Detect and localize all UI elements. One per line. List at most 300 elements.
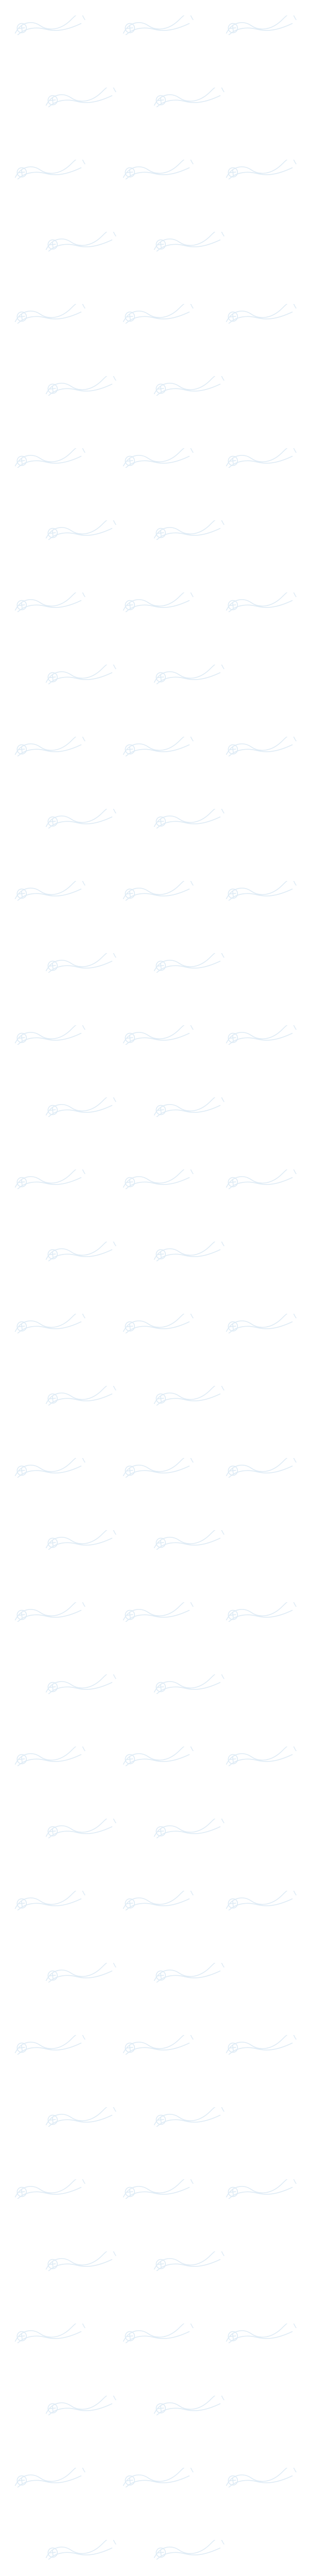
body-text-line <box>4 2265 305 2270</box>
body-text-line <box>4 1615 305 1619</box>
body-text-line <box>4 1858 305 1863</box>
body-text-line <box>4 862 305 867</box>
body-text-line <box>4 428 305 433</box>
body-text-line <box>4 986 305 991</box>
body-text-line <box>4 1668 305 1672</box>
body-text-line <box>4 2040 305 2044</box>
body-text-line <box>4 641 305 646</box>
body-text-line <box>4 78 305 83</box>
body-text-line <box>4 2367 305 2372</box>
body-text-line <box>4 1814 305 1819</box>
body-text-line <box>4 61 305 65</box>
body-text-line <box>4 1061 305 1066</box>
body-text-line <box>4 2420 305 2425</box>
body-text-line <box>4 2150 305 2155</box>
body-text-line <box>4 136 305 141</box>
body-text-line <box>4 242 305 247</box>
body-text-line <box>4 530 305 535</box>
body-text-line <box>4 1221 305 1225</box>
body-text-line <box>4 778 305 783</box>
body-text-line <box>4 1198 305 1203</box>
body-text-line <box>4 1920 305 1925</box>
body-text-line <box>4 503 305 508</box>
body-text-line <box>4 884 305 889</box>
body-text-line <box>4 2372 305 2377</box>
body-text-line <box>4 393 305 397</box>
body-text-line <box>4 411 305 415</box>
body-text-line <box>4 189 305 194</box>
body-text-line <box>4 880 305 885</box>
body-text-line <box>4 2275 305 2279</box>
body-text-line <box>4 1154 305 1159</box>
body-text-line <box>4 508 305 513</box>
section-heading <box>4 388 305 393</box>
body-text-line <box>4 1894 305 1899</box>
section-heading <box>4 251 305 256</box>
body-text-line <box>4 751 305 756</box>
body-text-line <box>4 1229 305 1234</box>
body-text-line <box>4 1309 305 1314</box>
body-text-line <box>4 2509 305 2514</box>
body-text-line <box>4 1903 305 1907</box>
body-text-line <box>4 1429 305 1433</box>
body-text-line <box>4 2239 305 2244</box>
body-text-line <box>4 1190 305 1194</box>
body-text-line <box>4 1044 305 1048</box>
body-text-line <box>4 1646 305 1650</box>
body-text-line <box>4 56 305 61</box>
body-text-line <box>4 597 305 601</box>
body-text-line <box>4 2492 305 2496</box>
body-text-line <box>4 335 305 340</box>
body-text-line <box>4 2066 305 2071</box>
body-text-line <box>4 1185 305 1190</box>
body-text-line <box>4 2004 305 2009</box>
body-text-line <box>4 1083 305 1088</box>
body-text-line <box>4 2314 305 2319</box>
body-text-line <box>4 295 305 300</box>
body-text-line <box>4 2089 305 2093</box>
body-text-line <box>4 1114 305 1119</box>
body-text-line <box>4 1611 305 1615</box>
body-text-line <box>4 140 305 145</box>
body-text-line <box>4 623 305 628</box>
section-heading <box>4 105 305 110</box>
body-text-line <box>4 849 305 853</box>
body-text-line <box>4 2301 305 2306</box>
body-text-line <box>4 729 305 734</box>
body-text-line <box>4 1880 305 1885</box>
body-text-line <box>4 1579 305 1584</box>
body-text-line <box>4 202 305 207</box>
section-heading <box>4 1504 305 1509</box>
body-text-line <box>4 300 305 304</box>
body-text-line <box>4 1676 305 1681</box>
section-heading <box>4 2527 305 2531</box>
body-text-line <box>4 366 305 371</box>
body-text-line <box>4 2270 305 2275</box>
body-text-line <box>4 1889 305 1894</box>
body-text-line <box>4 1451 305 1455</box>
body-text-line <box>4 127 305 132</box>
body-text-line <box>4 2403 305 2408</box>
body-text-line <box>4 667 305 672</box>
body-text-line <box>4 871 305 875</box>
body-text-line <box>4 490 305 495</box>
body-text-line <box>4 2478 305 2483</box>
body-text-line <box>4 1163 305 1168</box>
body-text-line <box>4 2500 305 2505</box>
body-text-line <box>4 601 305 605</box>
body-text-line <box>4 1181 305 1185</box>
body-text-line <box>4 1876 305 1880</box>
body-text-line <box>4 955 305 960</box>
body-text-line <box>4 446 305 450</box>
body-text-line <box>4 1358 305 1363</box>
body-text-line <box>4 260 305 264</box>
body-text-line <box>4 1208 305 1212</box>
body-text-line <box>4 2363 305 2367</box>
body-text-line <box>4 902 305 907</box>
body-text-line <box>4 419 305 424</box>
body-text-line <box>4 1159 305 1163</box>
body-text-line <box>4 977 305 982</box>
body-text-line <box>4 1389 305 1394</box>
body-text-line <box>4 1588 305 1593</box>
body-text-line <box>4 826 305 831</box>
body-text-line <box>4 229 305 233</box>
body-text-line <box>4 2204 305 2208</box>
body-text-line <box>4 574 305 579</box>
body-text-line <box>4 1097 305 1101</box>
section-heading <box>4 1619 305 1624</box>
body-text-line <box>4 1495 305 1500</box>
body-text-line <box>4 256 305 260</box>
body-text-line <box>4 247 305 251</box>
section-heading <box>4 2279 305 2283</box>
body-text-line <box>4 1641 305 1646</box>
body-text-line <box>4 809 305 814</box>
body-text-line <box>4 1854 305 1858</box>
body-text-line <box>4 2120 305 2124</box>
body-text-line <box>4 783 305 787</box>
body-text-line <box>4 875 305 880</box>
body-text-line <box>4 2044 305 2049</box>
body-text-line <box>4 614 305 619</box>
body-text-line <box>4 2283 305 2288</box>
body-text-line <box>4 162 305 167</box>
body-text-line <box>4 650 305 654</box>
body-text-line <box>4 92 305 96</box>
body-text-line <box>4 2319 305 2324</box>
body-text-line <box>4 1425 305 1429</box>
body-text-line <box>4 1292 305 1296</box>
body-text-line <box>4 760 305 765</box>
body-text-line <box>4 2234 305 2239</box>
body-text-line <box>4 1809 305 1814</box>
body-text-line <box>4 1203 305 1208</box>
body-text-line <box>4 2097 305 2102</box>
body-text-line <box>4 1176 305 1181</box>
body-text-line <box>4 2155 305 2160</box>
section-heading <box>4 556 305 561</box>
body-text-line <box>4 1251 305 1256</box>
body-text-line <box>4 2018 305 2022</box>
section-heading <box>4 2376 305 2381</box>
body-text-line <box>4 1092 305 1097</box>
body-text-line <box>4 1628 305 1633</box>
body-text-line <box>4 942 305 946</box>
body-text-line <box>4 1694 305 1699</box>
body-text-line <box>4 2173 305 2177</box>
body-text-line <box>4 2496 305 2500</box>
section-heading <box>4 1850 305 1854</box>
body-text-line <box>4 1048 305 1053</box>
body-text-line <box>4 481 305 486</box>
body-text-line <box>4 2465 305 2469</box>
body-text-line <box>4 1531 305 1535</box>
body-text-line <box>4 1712 305 1717</box>
body-text-line <box>4 2146 305 2150</box>
body-text-line <box>4 43 305 47</box>
body-text-line <box>4 1862 305 1867</box>
body-text-line <box>4 2385 305 2389</box>
body-text-line <box>4 1867 305 1872</box>
body-text-line <box>4 1539 305 1544</box>
section-heading <box>4 123 305 127</box>
body-text-line <box>4 238 305 242</box>
body-text-line <box>4 1026 305 1030</box>
body-text-line <box>4 1433 305 1438</box>
body-text-line <box>4 1827 305 1832</box>
body-text-line <box>4 1269 305 1274</box>
body-text-line <box>4 1659 305 1664</box>
body-text-line <box>4 725 305 730</box>
body-text-line <box>4 1703 305 1708</box>
section-heading <box>4 1398 305 1402</box>
body-text-line <box>4 592 305 597</box>
section-heading <box>4 1017 305 1022</box>
body-text-line <box>4 1584 305 1588</box>
body-text-line <box>4 1690 305 1694</box>
body-text-line <box>4 734 305 738</box>
body-text-line <box>4 534 305 539</box>
body-text-line <box>4 742 305 747</box>
body-text-line <box>4 2181 305 2186</box>
body-text-line <box>4 2473 305 2478</box>
body-text-line <box>4 2536 305 2540</box>
body-text-line <box>4 1380 305 1385</box>
body-text-line <box>4 1765 305 1770</box>
body-text-line <box>4 1778 305 1783</box>
body-text-line <box>4 1699 305 1703</box>
body-text-line <box>4 1287 305 1292</box>
body-text-line <box>4 1075 305 1079</box>
body-text-line <box>4 2336 305 2341</box>
body-text-line <box>4 1167 305 1172</box>
body-text-line <box>4 2504 305 2509</box>
body-text-line <box>4 34 305 39</box>
body-text-line <box>4 2332 305 2336</box>
body-text-line <box>4 1845 305 1850</box>
body-text-line <box>4 1455 305 1460</box>
body-text-line <box>4 2447 305 2452</box>
section-heading <box>4 628 305 632</box>
body-text-line <box>4 2531 305 2536</box>
body-text-line <box>4 946 305 951</box>
body-text-line <box>4 689 305 694</box>
body-text-line <box>4 1770 305 1774</box>
body-text-line <box>4 2571 305 2575</box>
body-text-line <box>4 1964 305 1969</box>
section-heading <box>4 12 305 16</box>
section-heading <box>4 353 305 358</box>
body-text-line <box>4 118 305 123</box>
body-text-line <box>4 1907 305 1911</box>
body-text-line <box>4 1743 305 1748</box>
body-text-line <box>4 1792 305 1797</box>
body-text-line <box>4 225 305 229</box>
body-text-line <box>4 2115 305 2120</box>
body-text-line <box>4 836 305 840</box>
body-text-line <box>4 358 305 362</box>
body-text-line <box>4 1053 305 1057</box>
body-text-line <box>4 548 305 552</box>
body-text-line <box>4 2048 305 2053</box>
body-text-line <box>4 1637 305 1641</box>
body-text-line <box>4 340 305 344</box>
body-text-line <box>4 145 305 149</box>
body-text-line <box>4 1008 305 1013</box>
body-text-line <box>4 2036 305 2040</box>
body-text-line <box>4 322 305 327</box>
body-text-line <box>4 2297 305 2301</box>
body-text-line <box>4 1686 305 1690</box>
body-text-line <box>4 344 305 349</box>
body-text-line <box>4 2106 305 2111</box>
body-text-line <box>4 16 305 21</box>
body-text-line <box>4 220 305 225</box>
body-text-line <box>4 362 305 366</box>
body-text-line <box>4 1739 305 1743</box>
body-text-line <box>4 1172 305 1177</box>
body-text-line <box>4 2013 305 2018</box>
body-text-line <box>4 1597 305 1602</box>
body-text-line <box>4 1336 305 1341</box>
body-text-line <box>4 1278 305 1283</box>
body-text-line <box>4 1951 305 1956</box>
body-text-line <box>4 795 305 800</box>
body-text-line <box>4 313 305 318</box>
body-text-line <box>4 512 305 517</box>
body-text-line <box>4 2075 305 2080</box>
body-text-line <box>4 1123 305 1128</box>
body-text-line <box>4 1929 305 1934</box>
body-text-line <box>4 317 305 322</box>
body-text-line <box>4 2212 305 2217</box>
body-text-line <box>4 1012 305 1017</box>
body-text-line <box>4 2217 305 2222</box>
body-text-line <box>4 1956 305 1960</box>
body-text-line <box>4 698 305 703</box>
body-text-line <box>4 1194 305 1199</box>
body-text-line <box>4 1553 305 1557</box>
section-heading <box>4 1256 305 1261</box>
body-text-line <box>4 609 305 614</box>
body-text-line <box>4 2483 305 2487</box>
body-text-line <box>4 1840 305 1845</box>
body-text-line <box>4 1734 305 1739</box>
body-text-line <box>4 822 305 827</box>
section-heading <box>4 2084 305 2089</box>
body-text-line <box>4 2053 305 2058</box>
body-text-line <box>4 1491 305 1496</box>
body-text-line <box>4 370 305 375</box>
body-text-line <box>4 681 305 685</box>
body-text-line <box>4 2071 305 2075</box>
body-text-line <box>4 1137 305 1141</box>
body-text-line <box>4 711 305 716</box>
section-heading <box>4 442 305 446</box>
body-text-line <box>4 632 305 636</box>
body-text-line <box>4 379 305 384</box>
body-text-line <box>4 65 305 70</box>
section-heading <box>4 282 305 286</box>
body-text-line <box>4 433 305 437</box>
body-text-line <box>4 1406 305 1411</box>
body-text-line <box>4 2558 305 2563</box>
body-text-line <box>4 2425 305 2430</box>
body-text-line <box>4 180 305 185</box>
body-text-line <box>4 1243 305 1247</box>
body-text-line <box>4 30 305 35</box>
body-text-line <box>4 2354 305 2359</box>
body-text-line <box>4 1995 305 2000</box>
body-text-line <box>4 1447 305 1451</box>
body-text-line <box>4 269 305 274</box>
body-text-line <box>4 154 305 158</box>
body-text-line <box>4 397 305 402</box>
body-text-line <box>4 858 305 862</box>
body-text-line <box>4 207 305 211</box>
body-text-line <box>4 570 305 574</box>
body-text-line <box>4 1987 305 1991</box>
body-text-line <box>4 1371 305 1376</box>
body-text-line <box>4 1566 305 1571</box>
body-text-line <box>4 1681 305 1686</box>
section-heading <box>4 663 305 667</box>
body-text-line <box>4 2438 305 2443</box>
body-text-line <box>4 818 305 822</box>
body-text-line <box>4 1367 305 1371</box>
body-text-line <box>4 2133 305 2138</box>
body-text-line <box>4 83 305 88</box>
body-text-line <box>4 1088 305 1092</box>
body-text-line <box>4 605 305 610</box>
document-body <box>4 3 305 2576</box>
body-text-line <box>4 694 305 699</box>
body-text-line <box>4 131 305 136</box>
body-text-line <box>4 2026 305 2031</box>
body-text-line <box>4 2381 305 2385</box>
section-heading <box>4 184 305 189</box>
body-text-line <box>4 1349 305 1354</box>
body-text-line <box>4 278 305 282</box>
body-text-line <box>4 716 305 721</box>
body-text-line <box>4 1535 305 1539</box>
body-text-line <box>4 2292 305 2297</box>
body-text-line <box>4 384 305 388</box>
